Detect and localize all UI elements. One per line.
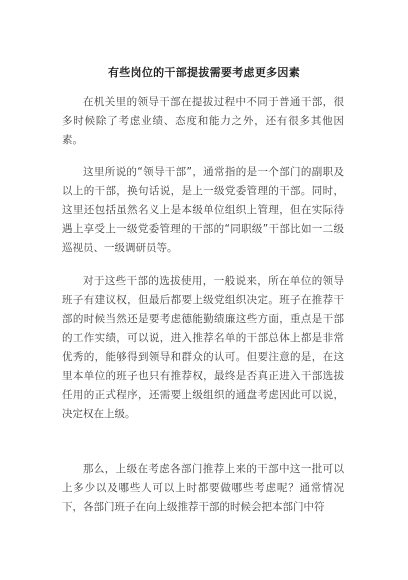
paragraph-4: 那么，上级在考虑各部门推荐上来的干部中这一批可以上多少以及哪些人可以上时都要做哪些考虑呢？通常情况下，各部门班子在向上级推荐干部的时候会把本部门中符: [62, 463, 344, 513]
paragraph-2: 这里所说的“领导干部”，通常指的是一个部门的副职及以上的干部，换句话说，是上一级党委管理的干部。同时，这里还包括虽然名义上是本级单位组织上管理，但在实际待遇上享受上一级党委管理的干部的“同职级”干部比如一二级巡视员、一级调研员等。: [62, 166, 344, 254]
paragraph-3: 对于这些干部的选拔使用，一般说来，所在单位的领导班子有建议权，但最后都要上级党组织决定。班子在推荐干部的时候当然还是要考虑德能勤绩廉这些方面，重点是干部的工作实绩，可以说，进入推荐名单的干部总体上都是非常优秀的，能够得到领导和群众的认可。但要注意的是，在这里本单位的班子也只有推荐权，最终是否真正进入干部选拔任用的正式程序，还需要上级组织的通盘考虑因此可以说，决定权在上级。: [62, 275, 344, 420]
document-title: 有些岗位的干部提拔需要考虑更多因素: [107, 66, 301, 79]
paragraph-1: 在机关里的领导干部在提拔过程中不同于普通干部，很多时候除了考虑业绩、态度和能力之外，还有很多其他因素。: [62, 96, 344, 146]
